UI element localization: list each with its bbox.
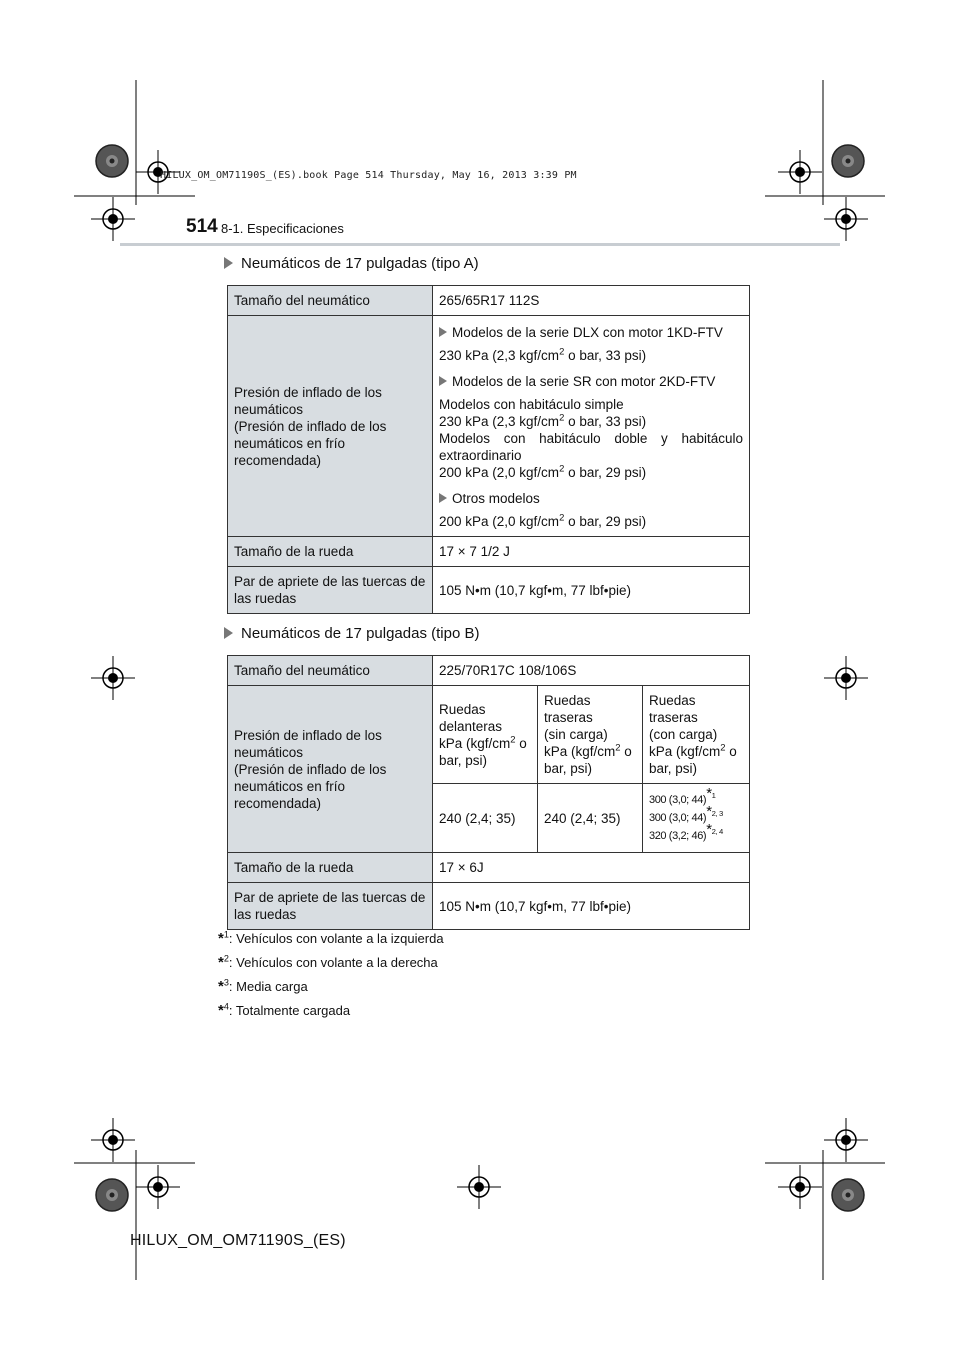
tire-spec-table-b — [227, 655, 750, 930]
wheel-size-value: 17 × 6J — [433, 853, 750, 883]
asterisk-icon: * — [218, 954, 224, 971]
crop-mark-bottom-right — [765, 1118, 885, 1280]
sr-heading — [439, 373, 743, 390]
pressure-grid — [433, 686, 749, 852]
torque-value: 105 N•m (10,7 kgf•m, 77 lbf•pie) — [433, 567, 750, 614]
dlx-heading-text: Modelos de la serie DLX con motor 1KD-FTV — [452, 325, 723, 340]
rear-loaded-value-3 — [649, 821, 743, 845]
table-row — [228, 686, 750, 853]
tire-size-value: 225/70R17C 108/106S — [433, 656, 750, 686]
sr-single-value: 230 kPa (2,3 kgf/$cm^2$ o bar, 33 psi) — [439, 412, 647, 429]
pressure-header-row — [433, 686, 749, 784]
table-row — [228, 853, 750, 883]
pressure-label: Presión de inflado de los neumáticos (Presión de inflado de los neumáticos en frío recomendada) — [228, 686, 433, 853]
footnote-number: 3 — [223, 977, 229, 988]
tire-size-value: 265/65R17 112S — [433, 286, 750, 316]
table-row — [228, 537, 750, 567]
dlx-heading — [439, 324, 743, 341]
rear-loaded-note: 2, 3 — [711, 809, 723, 819]
footnote-3 — [218, 978, 308, 995]
triangle-bullet-icon — [224, 627, 233, 639]
footnote-text: : Media carga — [228, 979, 308, 994]
pressure-grid-cell — [433, 686, 750, 853]
dlx-value: 230 kPa (2,3 kgf/$cm^2$ o bar, 33 psi) — [439, 346, 647, 363]
pressure-value-row — [433, 784, 749, 853]
triangle-bullet-icon — [439, 376, 447, 386]
asterisk-icon: * — [218, 1002, 224, 1019]
rear-loaded-header: Ruedas traseras (con carga) kPa ($kgf/cm^2$ o bar, psi) — [643, 686, 750, 784]
other-value: 200 kPa (2,0 kgf/$cm^2$ o bar, 29 psi) — [439, 512, 647, 529]
rear-loaded-value-1 — [649, 785, 743, 809]
wheel-size-label: Tamaño de la rueda — [228, 537, 433, 567]
footnote-text: : Totalmente cargada — [228, 1003, 351, 1018]
torque-label: Par de apriete de las tuercas de las ruedas — [228, 883, 433, 930]
rear-loaded-values — [643, 784, 750, 853]
rear-empty-value: 240 (2,4; 35) — [538, 784, 643, 853]
pressure-value-cell — [433, 316, 750, 537]
pressure-label: Presión de inflado de los neumáticos (Presión de inflado de los neumáticos en frío recomendada) — [228, 316, 433, 537]
front-header-unit: o bar, psi) — [439, 735, 527, 768]
table-row — [228, 316, 750, 537]
table-a-heading-text: Neumáticos de 17 pulgadas (tipo A) — [241, 255, 479, 272]
other-value-text: 200 kPa (2,0 kgf/cm — [439, 514, 560, 529]
footnote-number: 2 — [223, 953, 229, 964]
rear-loaded-value-2 — [649, 803, 743, 827]
rear-empty-header-unit: o bar, psi) — [544, 744, 632, 776]
asterisk-icon: * — [706, 785, 712, 803]
tire-spec-table-a — [227, 285, 750, 614]
rear-loaded-note: 1 — [711, 791, 716, 801]
footnote-4 — [218, 1002, 350, 1019]
book-info-line: HILUX_OM_OM71190S_(ES).book Page 514 Thursday, May 16, 2013 3:39 PM — [160, 170, 577, 181]
dlx-value-text: 230 kPa (2,3 kgf/cm — [439, 348, 560, 363]
rear-loaded-note: 2, 4 — [711, 827, 723, 837]
sr-double-line2: extraordinario — [439, 448, 522, 463]
table-b-heading-text: Neumáticos de 17 pulgadas (tipo B) — [241, 625, 480, 642]
triangle-bullet-icon — [439, 327, 447, 337]
front-wheels-header: Ruedas delanteras kPa ($kgf/cm^2$ o bar, psi) — [433, 686, 538, 784]
table-row — [228, 883, 750, 930]
crop-mark-top-left — [74, 80, 195, 241]
rear-empty-header-text: Ruedas traseras (sin carga) kPa (kgf/cm — [544, 693, 616, 759]
rear-loaded-header-unit: o bar, psi) — [649, 744, 737, 776]
document-code: HILUX_OM_OM71190S_(ES) — [130, 1232, 346, 1249]
header-rule — [120, 243, 840, 246]
rear-loaded-value-text: 300 (3,0; 44) — [649, 794, 707, 806]
page-number: 514 — [186, 216, 218, 237]
other-heading-text: Otros modelos — [452, 491, 540, 506]
sr-single-value-text: 230 kPa (2,3 kgf/cm — [439, 414, 560, 429]
footnote-text: : Vehículos con volante a la derecha — [228, 955, 438, 970]
table-a-heading — [224, 255, 479, 272]
crop-mark-top-right — [765, 80, 885, 241]
sr-double-value: 200 kPa (2,0 kgf/$cm^2$ o bar, 29 psi) — [439, 463, 647, 480]
sr-single-value-unit: o bar, 33 psi) — [564, 414, 647, 429]
torque-value: 105 N•m (10,7 kgf•m, 77 lbf•pie) — [433, 883, 750, 930]
torque-label: Par de apriete de las tuercas de las ruedas — [228, 567, 433, 614]
asterisk-icon: * — [218, 930, 224, 947]
sr-double-value-text: 200 kPa (2,0 kgf/cm — [439, 465, 560, 480]
footnote-2 — [218, 954, 438, 971]
sr-heading-text: Modelos de la serie SR con motor 2KD-FTV — [452, 374, 716, 389]
dlx-value-unit: o bar, 33 psi) — [564, 348, 647, 363]
sr-single: Modelos con habitáculo simple — [439, 397, 624, 412]
sr-double-value-unit: o bar, 29 psi) — [564, 465, 647, 480]
front-header-text: Ruedas delanteras kPa (kgf/cm — [439, 701, 511, 751]
table-row — [228, 567, 750, 614]
crop-mark-bottom-left — [74, 1118, 195, 1280]
footnote-1 — [218, 930, 444, 947]
footnote-text: : Vehículos con volante a la izquierda — [228, 931, 444, 946]
rear-loaded-header-text: Ruedas traseras (con carga) kPa (kgf/cm — [649, 693, 721, 759]
sr-double-line1: Modelos con habitáculo doble y habitáculo — [439, 431, 743, 446]
asterisk-icon: * — [706, 803, 712, 821]
other-heading — [439, 490, 743, 507]
other-value-unit: o bar, 29 psi) — [564, 514, 647, 529]
table-row — [228, 656, 750, 686]
tire-size-label: Tamaño del neumático — [228, 286, 433, 316]
table-row — [228, 286, 750, 316]
asterisk-icon: * — [218, 978, 224, 995]
crop-mark-bottom-center — [457, 1165, 501, 1209]
rear-empty-header: Ruedas traseras (sin carga) kPa ($kgf/cm^2$ o bar, psi) — [538, 686, 643, 784]
triangle-bullet-icon — [224, 257, 233, 269]
asterisk-icon: * — [706, 821, 712, 839]
triangle-bullet-icon — [439, 493, 447, 503]
rear-loaded-value-text: 300 (3,0; 44) — [649, 812, 707, 824]
footnote-number: 4 — [223, 1001, 229, 1012]
wheel-size-label: Tamaño de la rueda — [228, 853, 433, 883]
front-value: 240 (2,4; 35) — [433, 784, 538, 853]
wheel-size-value: 17 × 7 1/2 J — [433, 537, 750, 567]
table-b-heading — [224, 625, 479, 642]
rear-loaded-value-text: 320 (3,2; 46) — [649, 830, 707, 842]
footnote-number: 1 — [223, 929, 229, 940]
tire-size-label: Tamaño del neumático — [228, 656, 433, 686]
section-title: 8-1. Especificaciones — [221, 221, 344, 236]
